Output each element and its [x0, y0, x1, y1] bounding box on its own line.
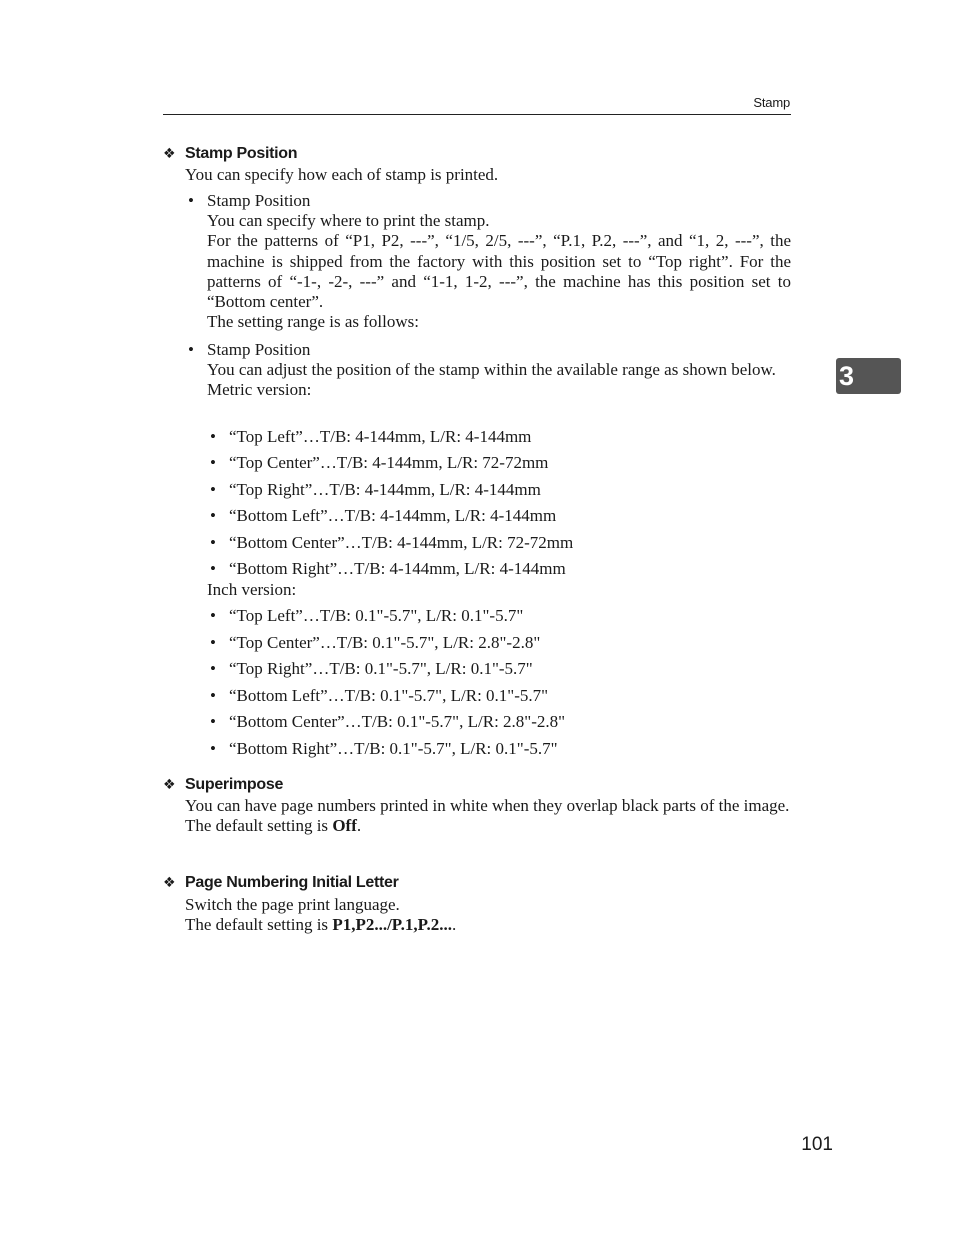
- default-suffix: .: [451, 915, 457, 935]
- default-value: P1,P2.../P.1,P.2...: [332, 915, 452, 935]
- bullet-line: You can specify where to print the stamp.: [207, 211, 490, 231]
- bullet-title: Stamp Position: [207, 191, 311, 210]
- bullet-icon: •: [210, 480, 216, 499]
- bullet-line: Metric version:: [207, 380, 312, 400]
- page-number: 101: [801, 1134, 833, 1155]
- section-body: [185, 895, 791, 935]
- bullet-title: Stamp Position: [207, 340, 311, 359]
- section-heading-text: Superimpose: [185, 776, 284, 793]
- list-item-text: “Top Left”…T/B: 4-144mm, L/R: 4-144mm: [229, 427, 532, 446]
- section-heading-stamp-position: [163, 143, 297, 164]
- inch-version-label: Inch version:: [207, 580, 297, 599]
- bullet-icon: •: [210, 506, 216, 525]
- body-text: You can have page numbers printed in white when they overlap black parts of the image.: [185, 796, 790, 815]
- default-value: Off: [332, 816, 357, 836]
- list-item-text: “Top Right”…T/B: 0.1"-5.7", L/R: 0.1"-5.7": [229, 659, 533, 678]
- diamond-bullet-icon: ❖: [163, 776, 176, 792]
- list-item-text: “Top Left”…T/B: 0.1"-5.7", L/R: 0.1"-5.7": [229, 606, 524, 625]
- list-item-text: “Bottom Center”…T/B: 0.1"-5.7", L/R: 2.8"-2.8": [229, 712, 566, 731]
- diamond-bullet-icon: ❖: [163, 874, 176, 890]
- bullet-icon: •: [210, 659, 216, 678]
- chapter-number: 3: [839, 361, 855, 391]
- section-heading-superimpose: [163, 774, 283, 795]
- bullet-icon: •: [210, 606, 216, 625]
- default-setting-line: [185, 915, 791, 935]
- list-item-text: “Bottom Left”…T/B: 0.1"-5.7", L/R: 0.1"-5.7": [229, 686, 549, 705]
- header-rule: [163, 114, 791, 115]
- bullet-icon: •: [210, 453, 216, 472]
- list-item-text: “Top Center”…T/B: 0.1"-5.7", L/R: 2.8"-2.8": [229, 633, 541, 652]
- list-item-text: “Top Center”…T/B: 4-144mm, L/R: 72-72mm: [229, 453, 549, 472]
- bullet-icon: •: [210, 739, 216, 758]
- list-item-text: “Top Right”…T/B: 4-144mm, L/R: 4-144mm: [229, 480, 541, 499]
- running-header-title: Stamp: [753, 95, 790, 110]
- default-setting-line: [185, 816, 791, 836]
- bullet-icon: •: [210, 427, 216, 446]
- section-intro: You can specify how each of stamp is printed.: [185, 165, 499, 184]
- section-heading-text: Page Numbering Initial Letter: [185, 874, 399, 891]
- bullet-line: The setting range is as follows:: [207, 312, 419, 332]
- bullet-icon: •: [210, 633, 216, 652]
- bullet-line: You can adjust the position of the stamp within the available range as shown below.: [207, 360, 776, 380]
- bullet-icon: •: [210, 686, 216, 705]
- section-heading-text: Stamp Position: [185, 145, 298, 162]
- list-item-text: “Bottom Center”…T/B: 4-144mm, L/R: 72-72mm: [229, 533, 574, 552]
- bullet-icon: •: [210, 559, 216, 578]
- bullet-icon: •: [188, 340, 194, 359]
- list-item-text: “Bottom Right”…T/B: 4-144mm, L/R: 4-144mm: [229, 559, 566, 578]
- default-suffix: .: [356, 816, 362, 836]
- bullet-icon: •: [188, 191, 194, 210]
- default-prefix: The default setting is: [185, 816, 333, 836]
- body-text: Switch the page print language.: [185, 895, 400, 914]
- default-prefix: The default setting is: [185, 915, 333, 935]
- bullet-icon: •: [210, 533, 216, 552]
- chapter-tab: [836, 358, 901, 394]
- section-body: [185, 796, 791, 836]
- bullet-line: For the patterns of “P1, P2, ---”, “1/5, 2/5, ---”, “P.1, P.2, ---”, and “1, 2, ---”, the machine is shipped from the factory with this position set to “Top right”. For the patterns of “-1-, -2-, ---” and “1-1, 1-2, ---”, the machine has this position set to “Bottom center”.: [207, 231, 791, 312]
- list-item-text: “Bottom Right”…T/B: 0.1"-5.7", L/R: 0.1"-5.7": [229, 739, 558, 758]
- section-heading-page-numbering-initial-letter: [163, 872, 399, 893]
- list-item-text: “Bottom Left”…T/B: 4-144mm, L/R: 4-144mm: [229, 506, 557, 525]
- diamond-bullet-icon: ❖: [163, 145, 176, 161]
- bullet-icon: •: [210, 712, 216, 731]
